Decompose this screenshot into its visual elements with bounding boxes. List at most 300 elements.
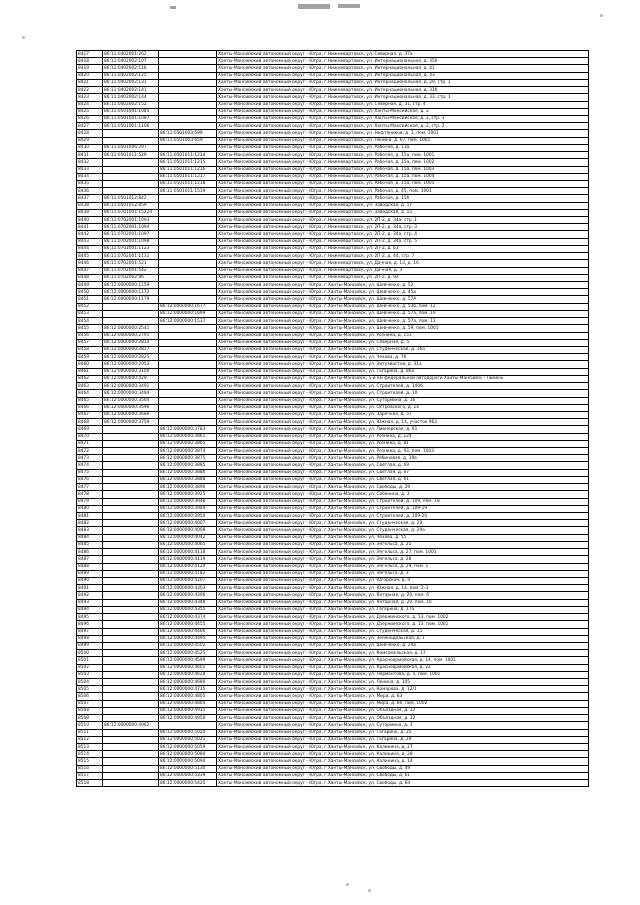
table-row xyxy=(77,744,589,751)
building-cadastral-number-cell xyxy=(159,289,217,296)
table-row xyxy=(77,513,589,520)
building-cadastral-number-cell xyxy=(159,195,217,202)
land-cadastral-number-cell: 86:11:0402001:262 xyxy=(103,51,159,58)
table-row xyxy=(77,51,589,58)
address-cell: Ханты-Мансийский автономный округ - Югра, г.Ханты-Мансийск, ул. Северная, д. 5 xyxy=(217,339,589,346)
building-cadastral-number-cell: 86:12:0000000:5080 xyxy=(159,751,217,758)
row-number-cell: 8461 xyxy=(77,368,103,375)
building-cadastral-number-cell xyxy=(159,260,217,267)
building-cadastral-number-cell xyxy=(159,51,217,58)
table-row xyxy=(77,65,589,72)
land-cadastral-number-cell xyxy=(103,318,159,325)
table-row xyxy=(77,260,589,267)
table-row xyxy=(77,549,589,556)
land-cadastral-number-cell: 86:12:0000000:3491 xyxy=(103,383,159,390)
address-cell: Ханты-Мансийский автономный округ - Югра, г.Ханты-Мансийск, ул. Гагарина, д. 17а xyxy=(217,606,589,613)
row-number-cell: 8439 xyxy=(77,209,103,216)
land-cadastral-number-cell: 86:11:0702001:1094 xyxy=(103,224,159,231)
building-cadastral-number-cell: 86:12:0000000:5020 xyxy=(159,729,217,736)
table-row xyxy=(77,390,589,397)
address-cell: Ханты-Мансийский автономный округ - Югра, г.Ханты-Мансийск, ул. Шевченко, д. 45а xyxy=(217,289,589,296)
address-cell: Ханты-Мансийский автономный округ - Югра, г.Ханты-Мансийск, ул. Островского, д. 14 xyxy=(217,404,589,411)
row-number-cell: 8475 xyxy=(77,469,103,476)
address-cell: Ханты-Мансийский автономный округ - Югра, г.Нижневартовск, ул. Рабочая, д. 15а, пом. 1001 xyxy=(217,152,589,159)
table-row xyxy=(77,686,589,693)
land-cadastral-number-cell: 86:11:0501001:1085 xyxy=(103,108,159,115)
building-cadastral-number-cell: 86:12:0000000:3950 xyxy=(159,513,217,520)
address-cell: Ханты-Мансийский автономный округ - Югра, г.Ханты-Мансийск, ул. Рознина, д. 151 xyxy=(217,332,589,339)
building-cadastral-number-cell: 86:12:0000000:3865 xyxy=(159,440,217,447)
building-cadastral-number-cell: 86:12:0000000:3861 xyxy=(159,433,217,440)
land-cadastral-number-cell: 86:11:0402002:152 xyxy=(103,101,159,108)
land-cadastral-number-cell xyxy=(103,715,159,722)
table-row xyxy=(77,715,589,722)
row-number-cell: 8463 xyxy=(77,383,103,390)
row-number-cell: 8480 xyxy=(77,505,103,512)
address-cell: Ханты-Мансийский автономный округ - Югра, г.Нижневартовск, ул. Рабочая, д. 45, пом. 1001 xyxy=(217,188,589,195)
land-cadastral-number-cell: 86:11:0402002:125 xyxy=(103,72,159,79)
row-number-cell: 8417 xyxy=(77,51,103,58)
land-cadastral-number-cell xyxy=(103,520,159,527)
row-number-cell: 8436 xyxy=(77,188,103,195)
row-number-cell: 8484 xyxy=(77,534,103,541)
table-row xyxy=(77,217,589,224)
land-cadastral-number-cell: 86:11:0702002:96 xyxy=(103,274,159,281)
row-number-cell: 8502 xyxy=(77,664,103,671)
table-row xyxy=(77,101,589,108)
row-number-cell: 8419 xyxy=(77,65,103,72)
address-cell: Ханты-Мансийский автономный округ - Югра, г.Нижневартовск, ул. Рабочая, д. 15а, пом. 1003 xyxy=(217,166,589,173)
building-cadastral-number-cell: 86:12:0000000:3783 xyxy=(159,426,217,433)
address-cell: Ханты-Мансийский автономный округ - Югра, г.Ханты-Мансийск, ул. Заречная, д. 57 xyxy=(217,411,589,418)
address-cell: Ханты-Мансийский автономный округ - Югра, г.Нижневартовск, ул. Заводская, д. 17 xyxy=(217,202,589,209)
table-row xyxy=(77,411,589,418)
building-cadastral-number-cell: 86:11:0501011:1217 xyxy=(159,173,217,180)
table-row xyxy=(77,137,589,144)
table-row xyxy=(77,650,589,657)
row-number-cell: 8512 xyxy=(77,736,103,743)
building-cadastral-number-cell xyxy=(159,390,217,397)
table-row xyxy=(77,115,589,122)
row-number-cell: 8503 xyxy=(77,671,103,678)
row-number-cell: 8472 xyxy=(77,448,103,455)
address-cell: Ханты-Мансийский автономный округ - Югра, г.Ханты-Мансийск, ул. Светлая, д. 69 xyxy=(217,462,589,469)
table-row xyxy=(77,707,589,714)
building-cadastral-number-cell xyxy=(159,346,217,353)
row-number-cell: 8447 xyxy=(77,267,103,274)
row-number-cell: 8494 xyxy=(77,606,103,613)
table-row xyxy=(77,570,589,577)
building-cadastral-number-cell xyxy=(159,245,217,252)
row-number-cell: 8514 xyxy=(77,751,103,758)
address-cell: Ханты-Мансийский автономный округ - Югра, г.Ханты-Мансийск, ул. Сутормина, д. 3 xyxy=(217,722,589,729)
table-row xyxy=(77,419,589,426)
row-number-cell: 8418 xyxy=(77,58,103,65)
building-cadastral-number-cell xyxy=(159,404,217,411)
address-cell: Ханты-Мансийский автономный округ - Югра, г.Ханты-Мансийск, ул. Красноармейская, д. 14, пом. 1001 xyxy=(217,657,589,664)
row-number-cell: 8483 xyxy=(77,527,103,534)
land-cadastral-number-cell: 86:12:0000000:429 xyxy=(103,375,159,382)
building-cadastral-number-cell: 86:12:0000000:3885 xyxy=(159,462,217,469)
land-cadastral-number-cell xyxy=(103,650,159,657)
address-cell: Ханты-Мансийский автономный округ - Югра, г.Нижневартовск, ул. Рабочая, д. 15а, пом. 1005 xyxy=(217,180,589,187)
land-cadastral-number-cell xyxy=(103,433,159,440)
address-cell: Ханты-Мансийский автономный округ - Югра, г.Ханты-Мансийск, ул. Студенческая, д. 29а xyxy=(217,527,589,534)
building-cadastral-number-cell: 86:12:0000000:5021 xyxy=(159,736,217,743)
address-cell: Ханты-Мансийский автономный округ - Югра, г.Ханты-Мансийск, ул. Объездная, д. 12 xyxy=(217,707,589,714)
address-cell: Ханты-Мансийский автономный округ - Югра, г.Нижневартовск, ул. Ханты-Мансийская, д. 2 xyxy=(217,108,589,115)
building-cadastral-number-cell: 86:12:0000000:3948 xyxy=(159,498,217,505)
row-number-cell: 8466 xyxy=(77,404,103,411)
row-number-cell: 8510 xyxy=(77,722,103,729)
row-number-cell: 8492 xyxy=(77,592,103,599)
building-cadastral-number-cell: 86:12:0000000:5094 xyxy=(159,758,217,765)
address-cell: Ханты-Мансийский автономный округ - Югра, г.Ханты-Мансийск, ул. Рознина, д. 81 xyxy=(217,440,589,447)
land-cadastral-number-cell xyxy=(103,527,159,534)
table-row xyxy=(77,180,589,187)
row-number-cell: 8446 xyxy=(77,260,103,267)
table-row xyxy=(77,368,589,375)
row-number-cell: 8425 xyxy=(77,108,103,115)
row-number-cell: 8435 xyxy=(77,180,103,187)
address-cell: Ханты-Мансийский автономный округ - Югра, г.Ханты-Мансийск, ул. Шевченко, д. 52 xyxy=(217,282,589,289)
address-cell: Ханты-Мансийский автономный округ - Югра, г.Нижневартовск, ул. Дачная, д. 3 xyxy=(217,267,589,274)
row-number-cell: 8428 xyxy=(77,130,103,137)
building-cadastral-number-cell xyxy=(159,79,217,86)
address-cell: Ханты-Мансийский автономный округ - Югра, г.Нижневартовск, ул. Ханты-Мансийская, д. 2, стр. 2 xyxy=(217,123,589,130)
building-cadastral-number-cell: 86:12:0000000:4680 xyxy=(159,679,217,686)
address-cell: Ханты-Мансийский автономный округ - Югра, г.Нижневартовск, ул. Нефтяников, д. 3, пом. 1001 xyxy=(217,130,589,137)
address-cell: Ханты-Мансийский автономный округ - Югра, г.Нижневартовск, ул. 2П-2, д. 34а, стр. 5 xyxy=(217,238,589,245)
row-number-cell: 8499 xyxy=(77,642,103,649)
table-row xyxy=(77,188,589,195)
address-cell: Ханты-Мансийский автономный округ - Югра, г.Ханты-Мансийск, ул. Шевченко, д. 53б, пом. 12 xyxy=(217,303,589,310)
row-number-cell: 8507 xyxy=(77,700,103,707)
address-cell: Ханты-Мансийский автономный округ - Югра, г.Нижневартовск, ул. 2П-2, д. 34а, стр. 1 xyxy=(217,217,589,224)
building-cadastral-number-cell: 86:12:0000000:1537 xyxy=(159,318,217,325)
land-cadastral-number-cell xyxy=(103,484,159,491)
building-cadastral-number-cell xyxy=(159,368,217,375)
land-cadastral-number-cell xyxy=(103,541,159,548)
building-cadastral-number-cell xyxy=(159,253,217,260)
address-cell: Ханты-Мансийский автономный округ - Югра, г.Ханты-Мансийск, ул. Дзержинского, д. 13, пом. 1001 xyxy=(217,621,589,628)
row-number-cell: 8485 xyxy=(77,541,103,548)
row-number-cell: 8432 xyxy=(77,159,103,166)
address-cell: Ханты-Мансийский автономный округ - Югра, г.Ханты-Мансийск, ул. Рябиновая, д. 19а xyxy=(217,455,589,462)
row-number-cell: 8454 xyxy=(77,318,103,325)
table-row xyxy=(77,765,589,772)
row-number-cell: 8453 xyxy=(77,310,103,317)
scan-smudge xyxy=(338,4,360,8)
row-number-cell: 8427 xyxy=(77,123,103,130)
land-cadastral-number-cell: 86:11:0501001:1087 xyxy=(103,115,159,122)
table-row xyxy=(77,751,589,758)
row-number-cell: 8508 xyxy=(77,707,103,714)
building-cadastral-number-cell xyxy=(159,231,217,238)
table-row xyxy=(77,72,589,79)
land-cadastral-number-cell: 86:11:0702001:1123 xyxy=(103,245,159,252)
row-number-cell: 8451 xyxy=(77,296,103,303)
table-row xyxy=(77,772,589,779)
building-cadastral-number-cell: 86:12:0000000:1699 xyxy=(159,310,217,317)
address-cell: Ханты-Мансийский автономный округ - Югра, г.Ханты-Мансийск, ул. Мира, д. 66, пом. 1002 xyxy=(217,700,589,707)
table-row xyxy=(77,585,589,592)
land-cadastral-number-cell xyxy=(103,303,159,310)
table-row xyxy=(77,440,589,447)
land-cadastral-number-cell xyxy=(103,642,159,649)
land-cadastral-number-cell xyxy=(103,736,159,743)
table-row xyxy=(77,303,589,310)
table-row xyxy=(77,245,589,252)
building-cadastral-number-cell xyxy=(159,354,217,361)
table-row xyxy=(77,144,589,151)
building-cadastral-number-cell: 86:12:0000000:4805 xyxy=(159,693,217,700)
land-cadastral-number-cell: 86:12:0000000:2817 xyxy=(103,346,159,353)
table-row xyxy=(77,310,589,317)
land-cadastral-number-cell xyxy=(103,599,159,606)
table-row xyxy=(77,195,589,202)
address-cell: Ханты-Мансийский автономный округ - Югра, г.Нижневартовск, ул. Интернациональная, д. 41 xyxy=(217,65,589,72)
building-cadastral-number-cell: 86:12:0000000:4303 xyxy=(159,585,217,592)
address-cell: Ханты-Мансийский автономный округ - Югра, г.Ханты-Мансийск, ул. Красноармейская, д. 22 xyxy=(217,664,589,671)
address-cell: Ханты-Мансийский автономный округ - Югра, г.Ханты-Мансийск, 5-й км федеральной автодороги Ханты-Мансийск - Тюмень xyxy=(217,375,589,382)
land-cadastral-number-cell: 86:11:0501012:859 xyxy=(103,202,159,209)
land-cadastral-number-cell: 86:11:0501006:297 xyxy=(103,144,159,151)
row-number-cell: 8434 xyxy=(77,173,103,180)
address-cell: Ханты-Мансийский автономный округ - Югра, г.Ханты-Мансийск, ул. Лермонтова, д. 5, пом. 1001 xyxy=(217,671,589,678)
address-cell: Ханты-Мансийский автономный округ - Югра, г.Нижневартовск, ул. Дачная, д. 13, д. 16 xyxy=(217,260,589,267)
building-cadastral-number-cell: 86:12:0000000:1677 xyxy=(159,303,217,310)
building-cadastral-number-cell: 86:12:0000000:5130 xyxy=(159,765,217,772)
building-cadastral-number-cell: 86:12:0000000:4525 xyxy=(159,650,217,657)
table-row xyxy=(77,339,589,346)
table-row xyxy=(77,397,589,404)
table-row xyxy=(77,700,589,707)
land-cadastral-number-cell xyxy=(103,570,159,577)
table-row xyxy=(77,361,589,368)
building-cadastral-number-cell: 86:12:0000000:4355 xyxy=(159,606,217,613)
table-row xyxy=(77,635,589,642)
land-cadastral-number-cell xyxy=(103,729,159,736)
address-cell: Ханты-Мансийский автономный округ - Югра, г.Ханты-Мансийск, ул. Южная, д. 14, пом. 2-3 xyxy=(217,585,589,592)
table-row xyxy=(77,375,589,382)
address-cell: Ханты-Мансийский автономный округ - Югра, г.Ханты-Мансийск, ул. Строителей, д. 109, пом. 18 xyxy=(217,498,589,505)
address-cell: Ханты-Мансийский автономный округ - Югра, г.Ханты-Мансийск, ул. Энгельса, д. 3 xyxy=(217,570,589,577)
scan-smudge xyxy=(298,4,330,9)
land-cadastral-number-cell xyxy=(103,513,159,520)
address-cell: Ханты-Мансийский автономный округ - Югра, г.Нижневартовск, ул. Интернациональная, д. 29, стр. 1 xyxy=(217,79,589,86)
row-number-cell: 8488 xyxy=(77,563,103,570)
scan-bottom-artifacts xyxy=(0,857,640,905)
address-cell: Ханты-Мансийский автономный округ - Югра, г.Ханты-Мансийск, ул. Югорская, д. 9 xyxy=(217,577,589,584)
building-cadastral-number-cell xyxy=(159,361,217,368)
table-row xyxy=(77,534,589,541)
land-cadastral-number-cell: 86:11:0702001:521 xyxy=(103,260,159,267)
row-number-cell: 8471 xyxy=(77,440,103,447)
table-row xyxy=(77,267,589,274)
land-cadastral-number-cell: 86:12:0000000:3759 xyxy=(103,419,159,426)
table-row xyxy=(77,614,589,621)
table-row xyxy=(77,577,589,584)
row-number-cell: 8468 xyxy=(77,419,103,426)
address-cell: Ханты-Мансийский автономный округ - Югра, г.Нижневартовск, ул. Интернациональная, д. 35б xyxy=(217,58,589,65)
address-cell: Ханты-Мансийский автономный округ - Югра, г.Ханты-Мансийск, ул. Чехова, д. 55 xyxy=(217,534,589,541)
address-cell: Ханты-Мансийский автономный округ - Югра, г.Ханты-Мансийск, ул. Строителей, д. 109-19 xyxy=(217,505,589,512)
table-row xyxy=(77,108,589,115)
row-number-cell: 8456 xyxy=(77,332,103,339)
land-cadastral-number-cell: 86:12:0000000:3686 xyxy=(103,411,159,418)
land-cadastral-number-cell xyxy=(103,426,159,433)
row-number-cell: 8422 xyxy=(77,87,103,94)
address-cell: Ханты-Мансийский автономный округ - Югра, г.Ханты-Мансийск, ул. Янтарная, д. 20, пом. 6 xyxy=(217,592,589,599)
table-row xyxy=(77,664,589,671)
table-row xyxy=(77,693,589,700)
address-cell: Ханты-Мансийский автономный округ - Югра, г.Ханты-Мансийск, ул. Студенческая, д. 15 xyxy=(217,628,589,635)
address-cell: Ханты-Мансийский автономный округ - Югра, г.Нижневартовск, ул. 2П-2, д. 34а, стр. 3 xyxy=(217,224,589,231)
land-cadastral-number-cell xyxy=(103,671,159,678)
land-cadastral-number-cell: 86:12:0000000:4962 xyxy=(103,722,159,729)
building-cadastral-number-cell: 86:12:0000000:4042 xyxy=(159,534,217,541)
land-cadastral-number-cell xyxy=(103,534,159,541)
land-cadastral-number-cell xyxy=(103,751,159,758)
address-cell: Ханты-Мансийский автономный округ - Югра, г.Ханты-Мансийск, ул. Калинина, д. 14 xyxy=(217,758,589,765)
table-row xyxy=(77,628,589,635)
scan-dot xyxy=(346,883,349,886)
building-cadastral-number-cell xyxy=(159,115,217,122)
table-row xyxy=(77,448,589,455)
address-cell: Ханты-Мансийский автономный округ - Югра, г.Ханты-Мансийск, ул. Гагарина, д. 25 xyxy=(217,729,589,736)
land-cadastral-number-cell xyxy=(103,765,159,772)
table-row xyxy=(77,621,589,628)
land-cadastral-number-cell xyxy=(103,635,159,642)
land-cadastral-number-cell: 86:11:0702001:1098 xyxy=(103,238,159,245)
table-row xyxy=(77,599,589,606)
address-cell: Ханты-Мансийский автономный округ - Югра, г.Ханты-Мансийск, ул. Шевченко, д. 57а, пом. 11 xyxy=(217,318,589,325)
land-cadastral-number-cell: 86:11:0402002:131 xyxy=(103,79,159,86)
table-row xyxy=(77,296,589,303)
land-cadastral-number-cell xyxy=(103,549,159,556)
building-cadastral-number-cell: 86:11:0501011:1214 xyxy=(159,152,217,159)
address-cell: Ханты-Мансийский автономный округ - Югра, г.Ханты-Мансийск, ул. Светлая, д. 67 xyxy=(217,469,589,476)
building-cadastral-number-cell: 86:12:0000000:4119 xyxy=(159,556,217,563)
land-cadastral-number-cell: 86:12:0000000:3100 xyxy=(103,368,159,375)
land-cadastral-number-cell: 86:12:0000000:2825 xyxy=(103,354,159,361)
building-cadastral-number-cell xyxy=(159,282,217,289)
row-number-cell: 8481 xyxy=(77,513,103,520)
land-cadastral-number-cell xyxy=(103,628,159,635)
address-cell: Ханты-Мансийский автономный округ - Югра, г.Ханты-Мансийск, ул. Янтарная, д. 20, пом. 10 xyxy=(217,599,589,606)
row-number-cell: 8448 xyxy=(77,274,103,281)
table-row xyxy=(77,289,589,296)
building-cadastral-number-cell: 86:12:0000000:4182 xyxy=(159,570,217,577)
row-number-cell: 8511 xyxy=(77,729,103,736)
land-cadastral-number-cell xyxy=(103,563,159,570)
table-row xyxy=(77,563,589,570)
land-cadastral-number-cell xyxy=(103,166,159,173)
address-cell: Ханты-Мансийский автономный округ - Югра, г.Ханты-Мансийск, ул. Энгельса, д. 25 xyxy=(217,541,589,548)
row-number-cell: 8420 xyxy=(77,72,103,79)
table-row xyxy=(77,556,589,563)
table-row xyxy=(77,498,589,505)
building-cadastral-number-cell: 86:11:0501003:599 xyxy=(159,130,217,137)
building-cadastral-number-cell: 86:11:0501011:1519 xyxy=(159,188,217,195)
row-number-cell: 8474 xyxy=(77,462,103,469)
land-cadastral-number-cell: 86:11:0402002:107 xyxy=(103,58,159,65)
land-cadastral-number-cell xyxy=(103,476,159,483)
table-row xyxy=(77,484,589,491)
building-cadastral-number-cell: 86:11:0501003:659 xyxy=(159,137,217,144)
building-cadastral-number-cell: 86:11:0501011:1216 xyxy=(159,166,217,173)
land-cadastral-number-cell xyxy=(103,310,159,317)
table-row xyxy=(77,346,589,353)
land-cadastral-number-cell: 86:11:0402002:116 xyxy=(103,65,159,72)
row-number-cell: 8518 xyxy=(77,780,103,787)
scan-top-artifacts xyxy=(0,0,640,48)
building-cadastral-number-cell: 86:12:0000000:4120 xyxy=(159,563,217,570)
building-cadastral-number-cell: 86:12:0000000:3890 xyxy=(159,484,217,491)
land-cadastral-number-cell xyxy=(103,686,159,693)
table-row xyxy=(77,527,589,534)
building-cadastral-number-cell: 86:12:0000000:3886 xyxy=(159,469,217,476)
land-cadastral-number-cell xyxy=(103,180,159,187)
land-cadastral-number-cell: 86:11:0701001:15224 xyxy=(103,209,159,216)
land-cadastral-number-cell xyxy=(103,679,159,686)
building-cadastral-number-cell: 86:12:0000000:5059 xyxy=(159,744,217,751)
table-row xyxy=(77,253,589,260)
building-cadastral-number-cell: 86:12:0000000:5339 xyxy=(159,772,217,779)
land-cadastral-number-cell: 86:11:0702001:542 xyxy=(103,267,159,274)
address-cell: Ханты-Мансийский автономный округ - Югра, г.Ханты-Мансийск, ул. Шевченко, д. 57А xyxy=(217,296,589,303)
row-number-cell: 8444 xyxy=(77,245,103,252)
building-cadastral-number-cell: 86:12:0000000:4348 xyxy=(159,599,217,606)
row-number-cell: 8495 xyxy=(77,614,103,621)
building-cadastral-number-cell: 86:12:0000000:4207 xyxy=(159,577,217,584)
row-number-cell: 8429 xyxy=(77,137,103,144)
address-cell: Ханты-Мансийский автономный округ - Югра, г.Нижневартовск, ул. 2П-2, д. 92 xyxy=(217,274,589,281)
building-cadastral-number-cell: 86:12:0000000:4008 xyxy=(159,527,217,534)
address-cell: Ханты-Мансийский автономный округ - Югра, г.Ханты-Мансийск, ул. Рознина, д. 93, пом. 1003 xyxy=(217,448,589,455)
building-cadastral-number-cell xyxy=(159,397,217,404)
land-cadastral-number-cell: 86:12:0000000:2953 xyxy=(103,361,159,368)
table-row xyxy=(77,679,589,686)
building-cadastral-number-cell: 86:12:0000000:4306 xyxy=(159,592,217,599)
table-row xyxy=(77,274,589,281)
address-cell: Ханты-Мансийский автономный округ - Югра, г.Нижневартовск, ул. Интернациональная, д. 33, стр. 1 xyxy=(217,94,589,101)
row-number-cell: 8442 xyxy=(77,231,103,238)
scan-speck xyxy=(170,6,176,9)
row-number-cell: 8473 xyxy=(77,455,103,462)
address-cell: Ханты-Мансийский автономный округ - Югра, г.Ханты-Мансийск, ул. Объездная, д. 32 xyxy=(217,715,589,722)
table-row xyxy=(77,159,589,166)
building-cadastral-number-cell xyxy=(159,209,217,216)
address-cell: Ханты-Мансийский автономный округ - Югра, г.Нижневартовск, ул. Рабочая, д. 15б xyxy=(217,195,589,202)
row-number-cell: 8513 xyxy=(77,744,103,751)
address-cell: Ханты-Мансийский автономный округ - Югра, г.Ханты-Мансийск, ул. Комарова, д. 12/1 xyxy=(217,686,589,693)
row-number-cell: 8441 xyxy=(77,224,103,231)
address-cell: Ханты-Мансийский автономный округ - Югра, г.Нижневартовск, ул. Интернациональная, д. 31б xyxy=(217,87,589,94)
land-cadastral-number-cell: 86:11:0402002:144 xyxy=(103,94,159,101)
land-cadastral-number-cell xyxy=(103,440,159,447)
address-cell: Ханты-Мансийский автономный округ - Югра, г.Нижневартовск, ул. 2П-2, д. 63 xyxy=(217,245,589,252)
row-number-cell: 8438 xyxy=(77,202,103,209)
building-cadastral-number-cell xyxy=(159,722,217,729)
table-row xyxy=(77,58,589,65)
address-cell: Ханты-Мансийский автономный округ - Югра, г.Ханты-Мансийск, ул. Свободы, д. 29 xyxy=(217,484,589,491)
row-number-cell: 8470 xyxy=(77,433,103,440)
scan-dot xyxy=(600,14,603,17)
row-number-cell: 8450 xyxy=(77,289,103,296)
land-cadastral-number-cell xyxy=(103,498,159,505)
